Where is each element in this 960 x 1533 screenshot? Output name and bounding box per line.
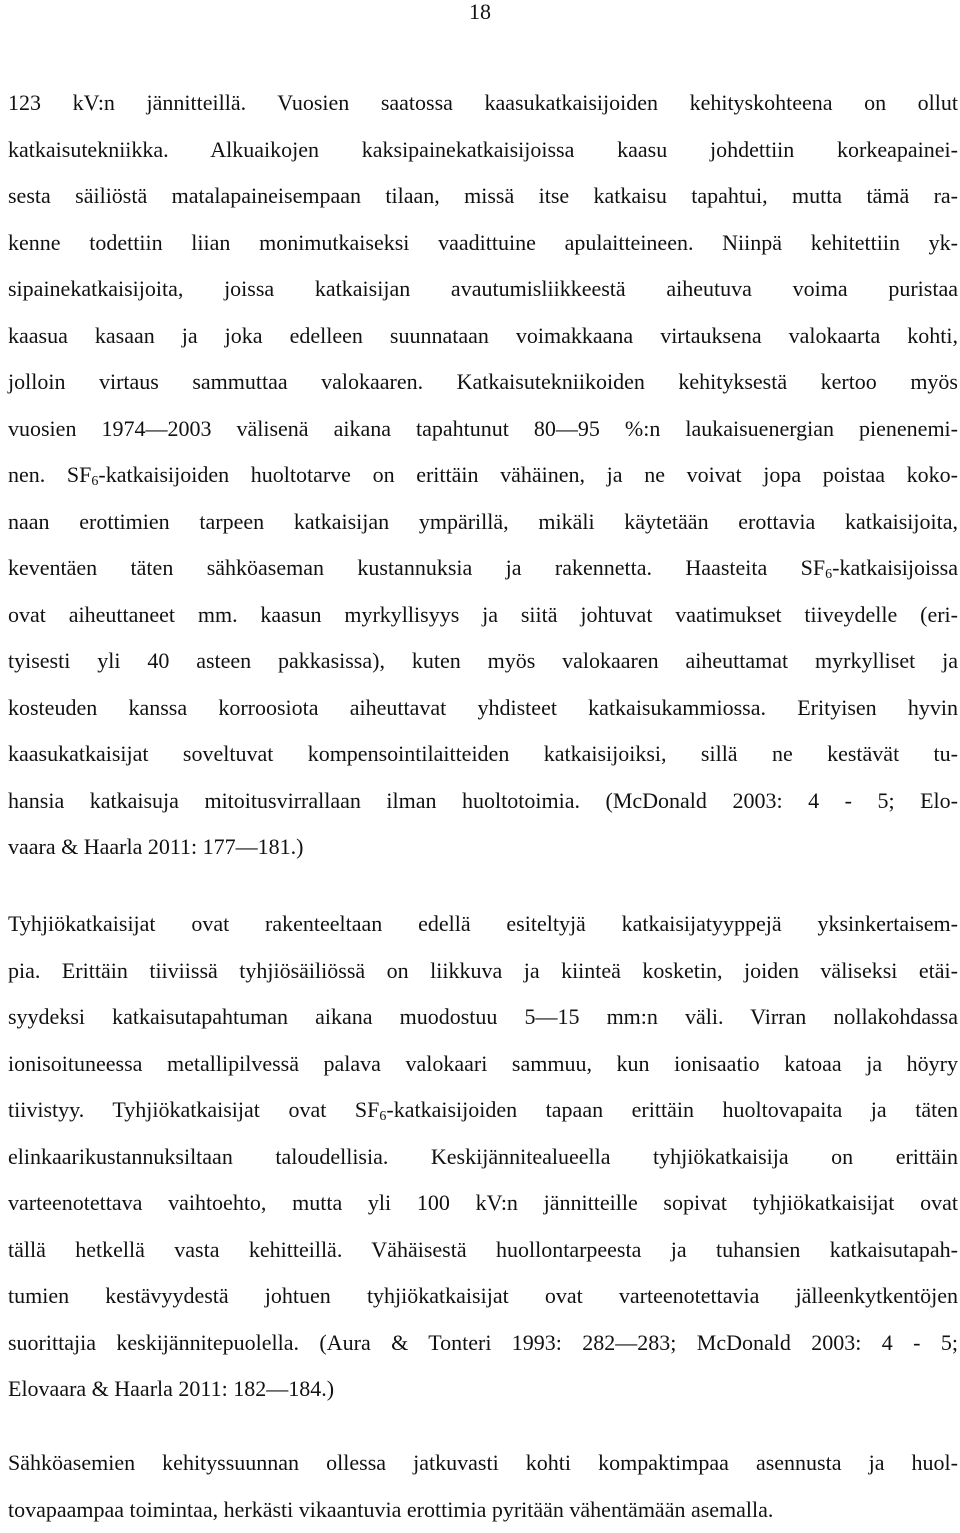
text-line: pia. Erittäin tiiviissä tyhjiösäiliössä on liikkuva ja kiinteä kosketin, joiden väliseksi etäi- [8, 948, 958, 995]
text-line: sipainekatkaisijoita, joissa katkaisijan avautumisliikkeestä aiheutuva voima puristaa [8, 266, 958, 313]
text-line: tällä hetkellä vasta kehitteillä. Vähäisestä huollontarpeesta ja tuhansien katkaisutapah- [8, 1227, 958, 1274]
text-segment: -katkaisijoissa [832, 555, 958, 580]
subscript-6: 6 [825, 567, 832, 582]
text-line: tyisesti yli 40 asteen pakkasissa), kuten myös valokaaren aiheuttamat myrkylliset ja [8, 638, 958, 685]
subscript-6: 6 [91, 474, 98, 489]
text-line: Elovaara & Haarla 2011: 182—184.) [8, 1366, 958, 1413]
text-line: Sähköasemien kehityssuunnan ollessa jatkuvasti kohti kompaktimpaa asennusta ja huol- [8, 1440, 958, 1487]
text-line: tumien kestävyydestä johtuen tyhjiökatkaisijat ovat varteenotettavia jälleenkytkentöjen [8, 1273, 958, 1320]
text-line: tovapaampaa toimintaa, herkästi vikaantuvia erottimia pyritään vähentämään asemalla. [8, 1487, 958, 1533]
text-line [8, 1087, 958, 1134]
subscript-6: 6 [379, 1109, 386, 1124]
text-segment: tiivistyy. Tyhjiökatkaisijat ovat SF [8, 1097, 379, 1122]
text-line [8, 452, 958, 499]
text-line: sesta säiliöstä matalapaineisempaan tilaan, missä itse katkaisu tapahtui, mutta tämä ra- [8, 173, 958, 220]
text-line: ionisoituneessa metallipilvessä palava valokaari sammuu, kun ionisaatio katoaa ja höyry [8, 1041, 958, 1088]
text-segment: keventäen täten sähköaseman kustannuksia ja rakennetta. Haasteita SF [8, 555, 825, 580]
text-segment: -katkaisijoiden tapaan erittäin huoltovapaita ja täten [386, 1097, 958, 1122]
text-line: kenne todettiin liian monimutkaiseksi vaadittuine apulaitteineen. Niinpä kehitettiin yk- [8, 220, 958, 267]
text-segment: nen. SF [8, 462, 91, 487]
text-line: suorittajia keskijännitepuolella. (Aura & Tonteri 1993: 282—283; McDonald 2003: 4 - 5; [8, 1320, 958, 1367]
text-line: vaara & Haarla 2011: 177—181.) [8, 824, 958, 871]
text-line: vuosien 1974—2003 välisenä aikana tapahtunut 80—95 %:n laukaisuenergian pienenemi- [8, 406, 958, 453]
text-line: Tyhjiökatkaisijat ovat rakenteeltaan edellä esiteltyjä katkaisijatyyppejä yksinkertaisem- [8, 901, 958, 948]
text-line: naan erottimien tarpeen katkaisijan ympärillä, mikäli käytetään erottavia katkaisijoita, [8, 499, 958, 546]
text-line: kosteuden kanssa korroosiota aiheuttavat yhdisteet katkaisukammiossa. Erityisen hyvin [8, 685, 958, 732]
text-line: syydeksi katkaisutapahtuman aikana muodostuu 5—15 mm:n väli. Virran nollakohdassa [8, 994, 958, 1041]
text-line: kaasua kasaan ja joka edelleen suunnataan voimakkaana virtauksena valokaarta kohti, [8, 313, 958, 360]
text-line: varteenotettava vaihtoehto, mutta yli 100 kV:n jännitteille sopivat tyhjiökatkaisijat ovat [8, 1180, 958, 1227]
text-segment: -katkaisijoiden huoltotarve on erittäin vähäinen, ja ne voivat jopa poistaa koko- [98, 462, 958, 487]
paragraph-vacuum-circuit-breakers [8, 901, 958, 1413]
text-line: hansia katkaisuja mitoitusvirrallaan ilman huoltotoimia. (McDonald 2003: 4 - 5; Elo- [8, 778, 958, 825]
paragraph-gas-circuit-breakers [8, 80, 958, 871]
text-line: katkaisutekniikka. Alkuaikojen kaksipainekatkaisijoissa kaasu johdettiin korkeapainei- [8, 127, 958, 174]
text-line [8, 545, 958, 592]
text-line: 123 kV:n jännitteillä. Vuosien saatossa kaasukatkaisijoiden kehityskohteena on ollut [8, 80, 958, 127]
text-line: ovat aiheuttaneet mm. kaasun myrkyllisyys ja siitä johtuvat vaatimukset tiiveydelle (eri- [8, 592, 958, 639]
paragraph-substation-trends [8, 1440, 958, 1533]
text-line: jolloin virtaus sammuttaa valokaaren. Katkaisutekniikoiden kehityksestä kertoo myös [8, 359, 958, 406]
text-line: kaasukatkaisijat soveltuvat kompensointilaitteiden katkaisijoiksi, sillä ne kestävät tu- [8, 731, 958, 778]
page-number: 18 [0, 0, 960, 24]
text-line: elinkaarikustannuksiltaan taloudellisia. Keskijännitealueella tyhjiökatkaisija on erittäin [8, 1134, 958, 1181]
